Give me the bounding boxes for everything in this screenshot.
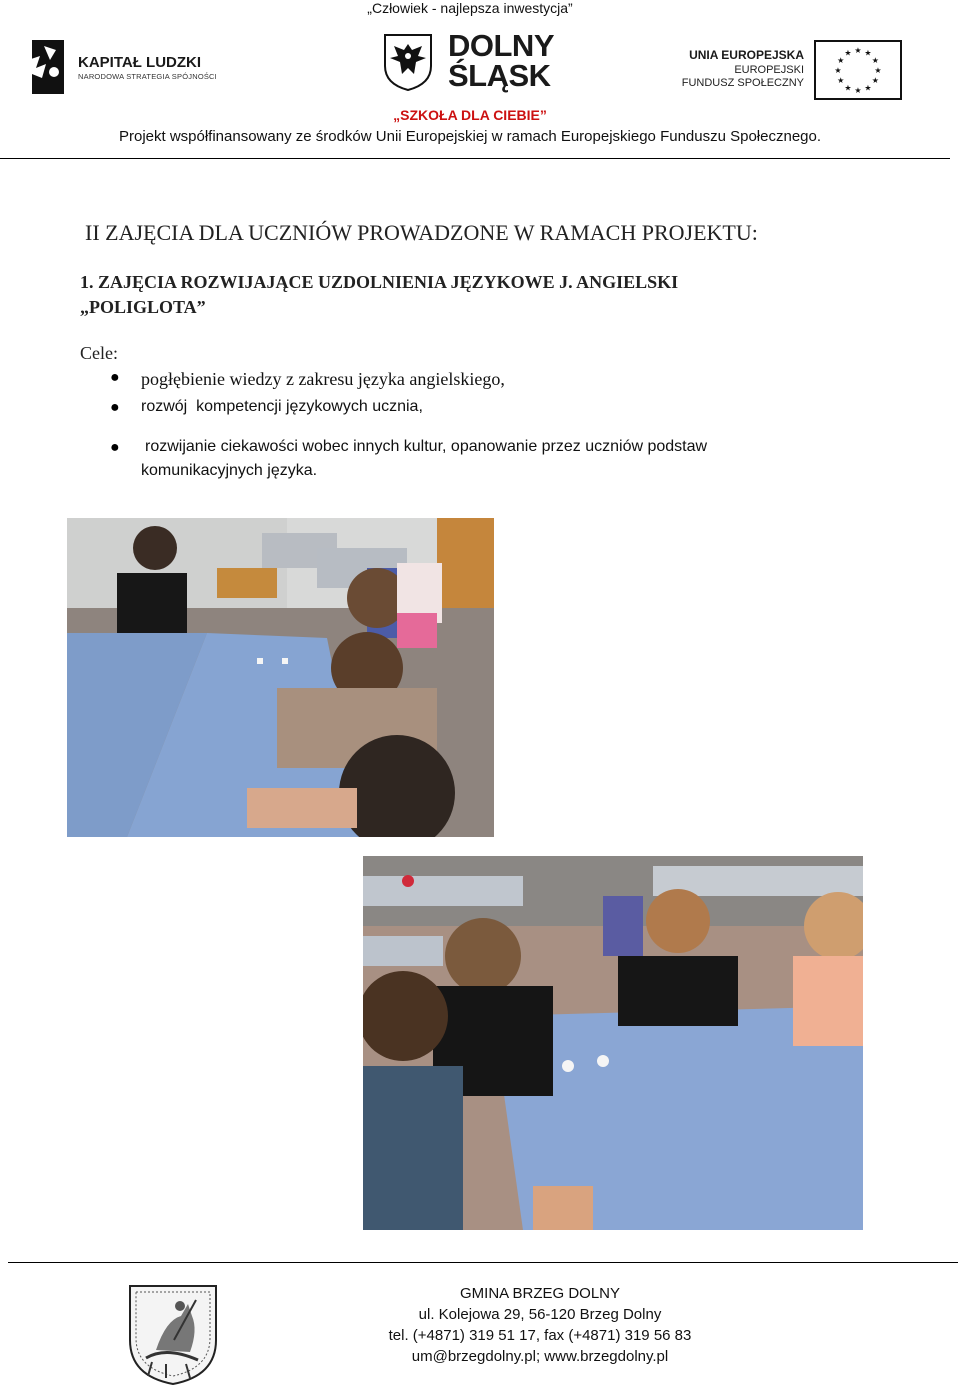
footer-contact-links: um@brzegdolny.pl; www.brzegdolny.pl — [411, 1348, 669, 1365]
kapital-ludzki-logo — [26, 38, 216, 96]
goals-label: Cele: — [80, 343, 118, 363]
eu-star-icon: ★ — [871, 76, 879, 85]
eu-star-icon: ★ — [844, 48, 852, 58]
dolny-slask-line1: DOLNY — [448, 28, 554, 63]
header-divider — [0, 158, 950, 159]
project-subtitle: „SZKOŁA DLA CIEBIE” — [393, 107, 547, 123]
eu-flag-icon — [814, 40, 902, 100]
footer-address — [260, 1283, 820, 1367]
eu-star-icon: ★ — [844, 83, 852, 93]
eu-star-icon: ★ — [854, 46, 862, 55]
eu-star-icon: ★ — [864, 83, 872, 93]
bullet-icon: ● — [110, 399, 120, 416]
header-motto: „Człowiek - najlepsza inwestycja” — [367, 0, 573, 16]
eagle-shield-icon — [382, 32, 434, 92]
eu-star-icon: ★ — [854, 86, 862, 95]
dolny-slask-logo — [382, 28, 572, 94]
eu-star-icon: ★ — [837, 56, 845, 65]
course-title-line2: „POLIGLOTA” — [80, 297, 206, 317]
footer-phone: tel. (+4871) 319 51 17, fax (+4871) 319 56 83 — [388, 1327, 692, 1344]
goal-item-continuation: komunikacyjnych języka. — [141, 462, 318, 479]
section-title: II ZAJĘCIA DLA UCZNIÓW PROWADZONE W RAMACH PROJEKTU: — [85, 220, 758, 245]
kapital-ludzki-title: KAPITAŁ LUDZKI — [78, 54, 202, 71]
goal-item: pogłębienie wiedzy z zakresu języka angielskiego, — [141, 369, 505, 389]
eu-line3: FUNDUSZ SPOŁECZNY — [681, 77, 804, 89]
footer-street: ul. Kolejowa 29, 56-120 Brzeg Dolny — [418, 1306, 662, 1323]
bullet-icon: ● — [110, 369, 120, 386]
kapital-ludzki-emblem-icon — [26, 38, 68, 96]
project-cofinancing-line: Projekt współfinansowany ze środków Unii Europejskiej w ramach Europejskiego Funduszu Społecznego. — [118, 128, 822, 145]
bullet-icon: ● — [110, 439, 120, 456]
eu-line2: EUROPEJSKI — [734, 64, 804, 76]
course-title — [80, 270, 800, 320]
goal-item: rozwijanie ciekawości wobec innych kultur, opanowanie przez uczniów podstaw — [145, 438, 708, 455]
dolny-slask-line2: ŚLĄSK — [448, 58, 551, 93]
footer-divider — [8, 1262, 958, 1263]
eu-star-icon: ★ — [834, 66, 842, 75]
eu-star-icon: ★ — [871, 56, 879, 65]
eu-logo — [680, 40, 902, 102]
footer-municipality: GMINA BRZEG DOLNY — [459, 1285, 621, 1302]
brzeg-dolny-crest-icon — [126, 1280, 220, 1386]
course-title-line1: 1. ZAJĘCIA ROZWIJAJĄCE UZDOLNIENIA JĘZYKOWE J. ANGIELSKI — [80, 272, 679, 292]
goal-item: rozwój kompetencji językowych ucznia, — [141, 398, 423, 415]
eu-star-icon: ★ — [837, 76, 845, 85]
eu-star-icon: ★ — [864, 48, 872, 58]
kapital-ludzki-subtitle: NARODOWA STRATEGIA SPÓJNOŚCI — [78, 72, 217, 81]
classroom-photo-2 — [363, 856, 863, 1230]
eu-star-icon: ★ — [874, 66, 882, 75]
classroom-photo-1 — [67, 518, 494, 837]
eu-line1: UNIA EUROPEJSKA — [689, 48, 804, 62]
